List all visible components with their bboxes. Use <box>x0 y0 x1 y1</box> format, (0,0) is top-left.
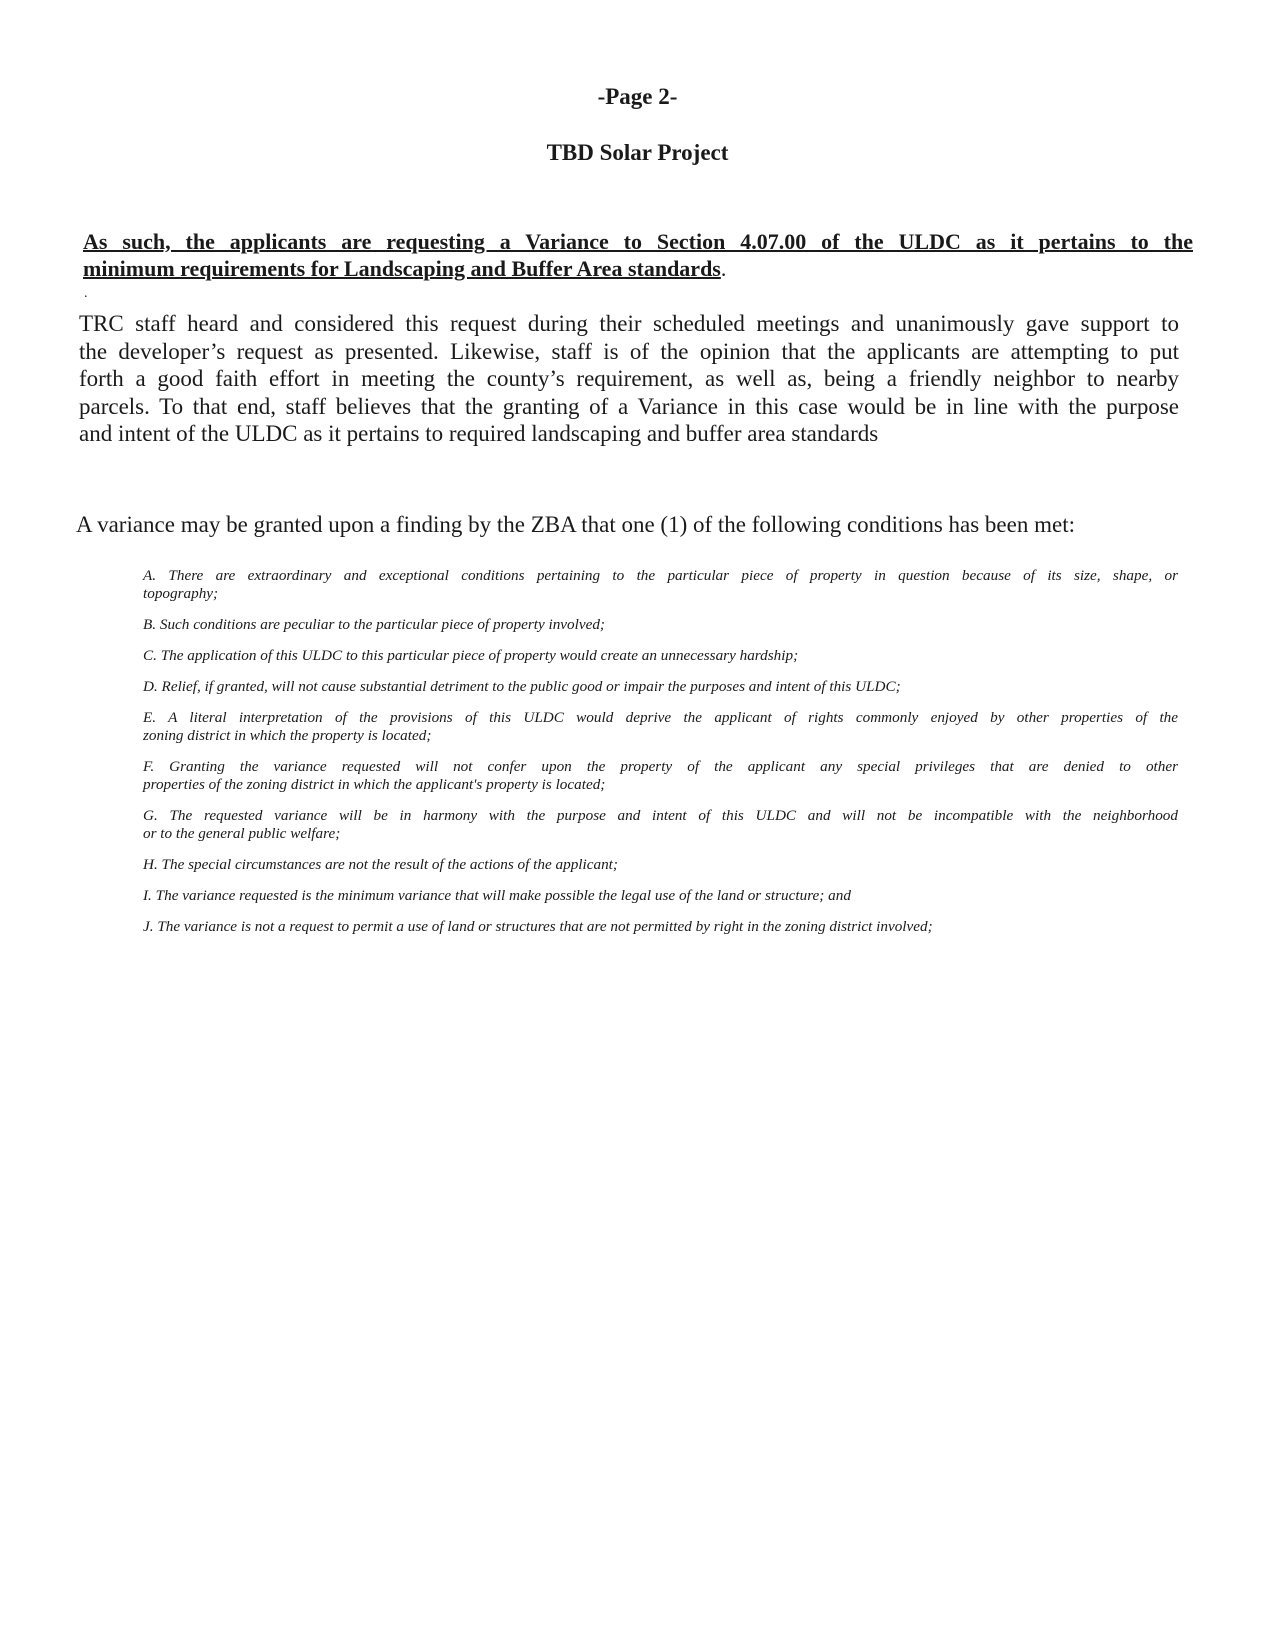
conditions-list <box>143 567 1178 949</box>
request-line: As such, the applicants are requesting a Variance to Section 4.07.00 of the ULDC as it pertains to the <box>83 229 1193 254</box>
paragraph-line: and intent of the ULDC as it pertains to required landscaping and buffer area standards <box>79 421 879 446</box>
condition-line: B. Such conditions are peculiar to the particular piece of property involved; <box>143 616 605 633</box>
condition-line: properties of the zoning district in which the applicant's property is located; <box>143 776 606 793</box>
request-line <box>83 255 1193 282</box>
paragraph-line: forth a good faith effort in meeting the county’s requirement, as well as, being a friendly neighbor to nearby <box>79 366 1179 391</box>
condition-line: D. Relief, if granted, will not cause substantial detriment to the public good or impair the purposes and intent of this ULDC; <box>143 678 901 695</box>
condition-line: F. Granting the variance requested will not confer upon the property of the applicant any special privileges that are denied to other <box>143 758 1178 775</box>
condition-item-c <box>143 647 1178 665</box>
request-line-text: minimum requirements for Landscaping and Buffer Area standards <box>83 256 721 281</box>
condition-item-h <box>143 856 1178 874</box>
paragraph-line: TRC staff heard and considered this request during their scheduled meetings and unanimously gave support to <box>79 311 1179 336</box>
condition-line: I. The variance requested is the minimum variance that will make possible the legal use of the land or structure; and <box>143 887 851 904</box>
condition-line: G. The requested variance will be in harmony with the purpose and intent of this ULDC and will not be incompatible with the neighborhood <box>143 807 1178 824</box>
condition-item-j <box>143 918 1178 936</box>
paragraph-line: the developer’s request as presented. Likewise, staff is of the opinion that the applicants are attempting to put <box>79 338 1179 364</box>
conditions-intro: A variance may be granted upon a finding by the ZBA that one (1) of the following conditions has been met: <box>76 512 1075 537</box>
condition-line: zoning district in which the property is located; <box>143 727 432 744</box>
condition-line: H. The special circumstances are not the result of the actions of the applicant; <box>143 856 618 873</box>
condition-line: A. There are extraordinary and exceptional conditions pertaining to the particular piece of property in question because of its size, shape, or <box>143 567 1178 584</box>
condition-item-d <box>143 678 1178 696</box>
condition-item-a <box>143 567 1178 603</box>
document-title: TBD Solar Project <box>546 140 729 165</box>
condition-item-f <box>143 758 1178 794</box>
staff-opinion-paragraph <box>79 310 1179 448</box>
condition-item-i <box>143 887 1178 905</box>
variance-request-statement <box>83 228 1193 282</box>
stray-mark: . <box>84 286 88 301</box>
condition-item-e <box>143 709 1178 745</box>
condition-item-b <box>143 616 1178 634</box>
condition-line: E. A literal interpretation of the provisions of this ULDC would deprive the applicant of rights commonly enjoyed by other properties of the <box>143 709 1178 726</box>
condition-line: topography; <box>143 585 219 602</box>
condition-line: J. The variance is not a request to permit a use of land or structures that are not permitted by right in the zoning district involved; <box>143 918 933 935</box>
paragraph-line: parcels. To that end, staff believes that the granting of a Variance in this case would be in line with the purpose <box>79 393 1179 419</box>
condition-line: or to the general public welfare; <box>143 825 341 842</box>
condition-line: C. The application of this ULDC to this particular piece of property would create an unnecessary hardship; <box>143 647 799 664</box>
page-number: -Page 2- <box>597 84 678 109</box>
condition-item-g <box>143 807 1178 843</box>
request-end-punctuation: . <box>720 256 727 281</box>
